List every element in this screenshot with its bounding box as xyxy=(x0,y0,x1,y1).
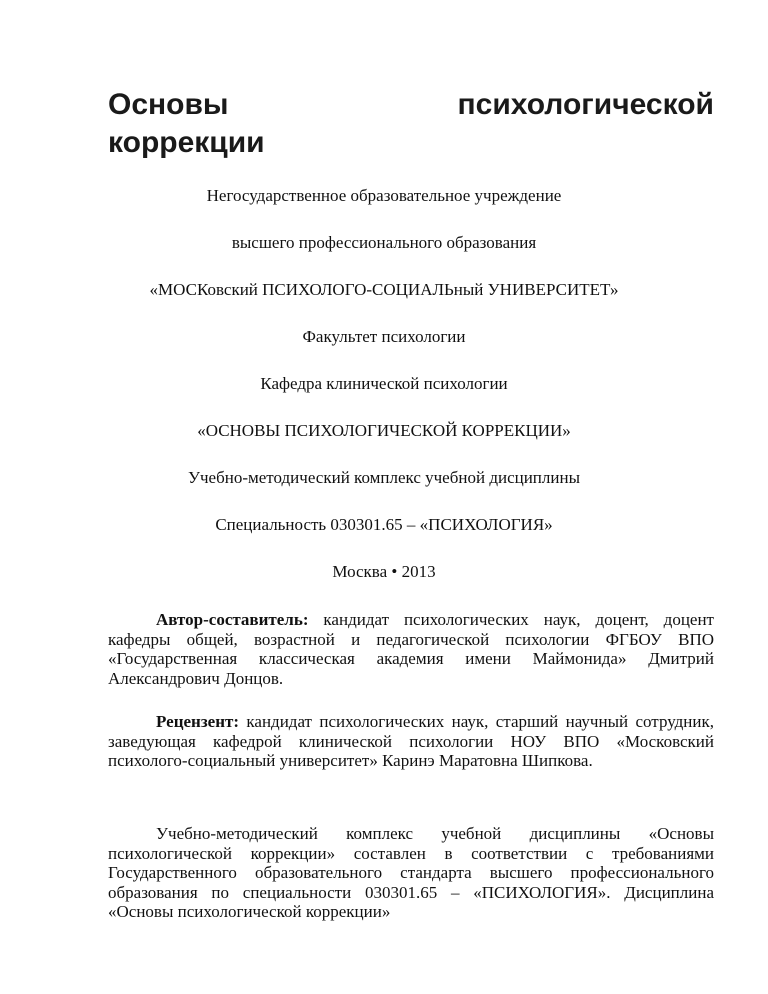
document-title xyxy=(108,86,714,162)
university-name: «МОСКовский ПСИХОЛОГО-СОЦИАЛЬный УНИВЕРСИТЕТ» xyxy=(149,280,619,299)
reviewer-paragraph xyxy=(108,712,714,771)
title-word-3: коррекции xyxy=(108,126,265,159)
title-word-2: психологической xyxy=(457,88,714,121)
institution-type: Негосударственное образовательное учреждение xyxy=(206,186,562,205)
reviewer-label: Рецензент: xyxy=(156,712,240,731)
department-name: Кафедра клинической психологии xyxy=(260,374,508,393)
author-label: Автор-составитель: xyxy=(156,610,309,629)
reviewer-text: кандидат психологических наук, старший научный сотрудник, заведующая кафедрой клинической психологии НОУ ВПО «Московский психолого-социальный университет» Каринэ Маратовна Шипкова. xyxy=(108,712,714,770)
faculty-name: Факультет психологии xyxy=(302,327,466,346)
complex-description: Учебно-методический комплекс учебной дисциплины xyxy=(187,468,581,487)
specialty-line: Специальность 030301.65 – «ПСИХОЛОГИЯ» xyxy=(215,515,553,534)
city-year: Москва • 2013 xyxy=(332,562,436,581)
author-text: кандидат психологических наук, доцент, доцент кафедры общей, возрастной и педагогической психологии ФГБОУ ВПО «Государственная классическая академия имени Маймонида» Дмитрий Александрович Донцов. xyxy=(108,610,714,688)
author-paragraph xyxy=(108,610,714,688)
title-word-1: Основы xyxy=(108,88,229,121)
intro-paragraph: Учебно-методический комплекс учебной дисциплины «Основы психологической коррекции» составлен в соответствии с требованиями Государственного образовательного стандарта высшего профессионального образования по специальности 030301.65 – «ПСИХОЛОГИЯ». Дисциплина «Основы психологической коррекции» xyxy=(108,824,714,921)
title-line-1 xyxy=(108,86,714,124)
course-title: «ОСНОВЫ ПСИХОЛОГИЧЕСКОЙ КОРРЕКЦИИ» xyxy=(197,421,571,440)
institution-level: высшего профессионального образования xyxy=(231,233,537,252)
